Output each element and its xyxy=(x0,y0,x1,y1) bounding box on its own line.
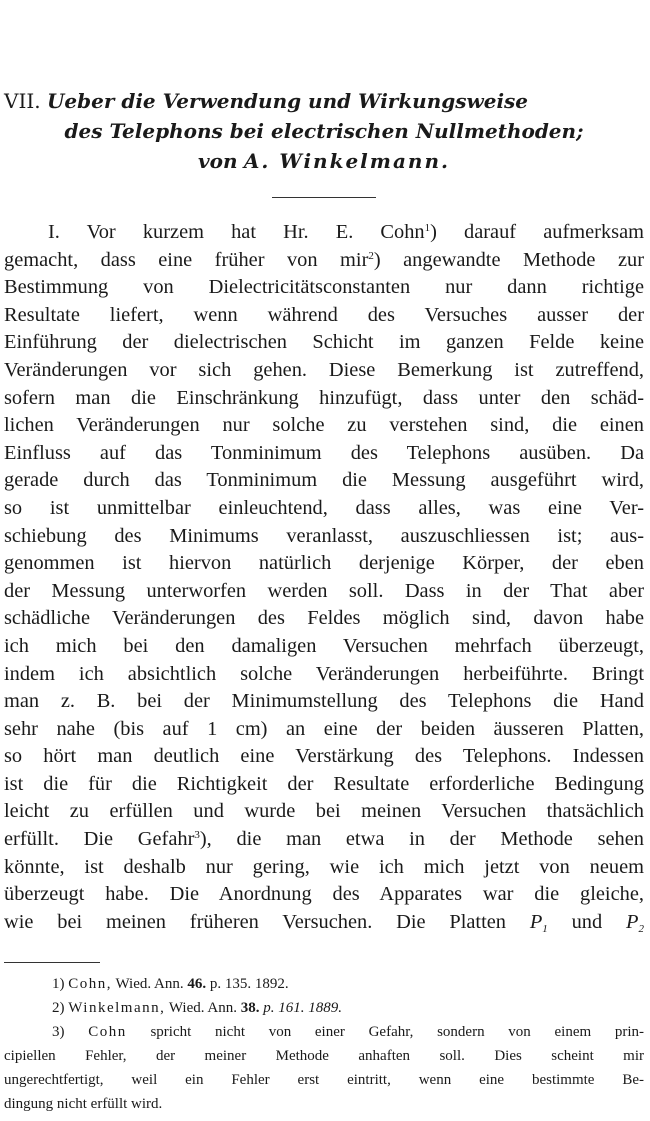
body-line: sehr nahe (bis auf 1 cm) an eine der beiden äusseren Platten, xyxy=(4,717,644,740)
footnote-3-cont: ungerechtfertigt, weil ein Fehler erst eintritt, wenn eine bestimmte Be- xyxy=(4,1072,644,1088)
footnotes xyxy=(4,972,644,1116)
footnote-3: 3) Cohn spricht nicht von einer Gefahr, sondern von einem prin- xyxy=(52,1024,645,1040)
title-line-2: des Telephons bei electrischen Nullmethoden; xyxy=(64,119,584,143)
body-line: Veränderungen vor sich gehen. Diese Bemerkung ist zutreffend, xyxy=(4,358,644,381)
body-line: der Messung unterworfen werden soll. Dass in der That aber xyxy=(4,579,644,602)
title-text-1: Ueber die Verwendung und Wirkungsweise xyxy=(46,89,529,113)
body-line: I. Vor kurzem hat Hr. E. Cohn$^1$) darauf aufmerksam xyxy=(48,221,644,243)
footnote-mark: 2 xyxy=(368,249,374,262)
footnote-mark: 3 xyxy=(194,829,200,842)
footnote-2: 2) Winkelmann, Wied. Ann. 38. p. 161. 1889. xyxy=(52,1000,342,1016)
footnote-3-cont: cipiellen Fehler, der meiner Methode anhaften soll. Dies scheint mir xyxy=(4,1048,644,1064)
body-line: so ist unmittelbar einleuchtend, dass alles, was eine Ver- xyxy=(4,496,644,519)
body-line: schiebung des Minimums veranlasst, auszuschliessen ist; aus- xyxy=(4,524,644,547)
title-divider xyxy=(272,197,376,198)
body-line: Resultate liefert, wenn während des Versuches ausser der xyxy=(4,303,644,326)
author-prefix: von xyxy=(198,149,238,173)
body-line: man z. B. bei der Minimumstellung des Telephons die Hand xyxy=(4,690,644,713)
body-text xyxy=(4,219,644,936)
body-line: indem ich absichtlich solche Veränderungen herbeiführte. Bringt xyxy=(4,662,644,685)
body-line: so hört man deutlich eine Verstärkung des Telephons. Indessen xyxy=(4,745,644,768)
body-line: erfüllt. Die Gefahr$^3$), die man etwa in der Methode sehen xyxy=(4,828,644,851)
body-line: wie bei meinen früheren Versuchen. Die Platten $P_1$ und $P_2$ xyxy=(4,910,644,935)
body-line: Einfluss auf das Tonminimum des Telephons ausüben. Da xyxy=(4,441,644,464)
body-line: könnte, ist deshalb nur gering, wie ich mich jetzt von neuem xyxy=(4,855,644,878)
author-name: A. Winkelmann. xyxy=(243,149,450,173)
body-line: gerade durch das Tonminimum die Messung ausgeführt wird, xyxy=(4,469,644,492)
body-line: gemacht, dass eine früher von mir$^2$) angewandte Methode zur xyxy=(4,248,644,271)
body-line: überzeugt habe. Die Anordnung des Apparates war die gleiche, xyxy=(4,883,644,906)
title-line-3 xyxy=(4,146,644,176)
variable-p1: $P_1$ xyxy=(529,910,548,935)
body-line: ich mich bei den damaligen Versuchen mehrfach überzeugt, xyxy=(4,634,644,657)
body-line: Bestimmung von Dielectricitätsconstanten nur dann richtige xyxy=(4,276,644,299)
body-line: sofern man die Einschränkung hinzufügt, dass unter den schäd- xyxy=(4,386,644,409)
article-title xyxy=(4,86,644,176)
variable-p2: $P_2$ xyxy=(626,910,644,935)
footnote-1: 1) Cohn, Wied. Ann. 46. p. 135. 1892. xyxy=(52,976,289,992)
title-line-1 xyxy=(4,86,644,116)
body-line: leicht zu erfüllen und wurde bei meinen Versuchen thatsächlich xyxy=(4,800,644,823)
body-line: genommen ist hiervon natürlich derjenige Körper, der eben xyxy=(4,552,644,575)
footnote-mark: 1 xyxy=(424,222,431,234)
body-line: Einführung der dielectrischen Schicht im ganzen Felde keine xyxy=(4,331,644,354)
footnote-3-cont: dingung nicht erfüllt wird. xyxy=(4,1096,163,1112)
body-line: schädliche Veränderungen des Feldes möglich sind, davon habe xyxy=(4,607,644,630)
body-line: lichen Veränderungen nur solche zu verstehen sind, die einen xyxy=(4,414,644,437)
body-line: ist die für die Richtigkeit der Resultate erforderliche Bedingung xyxy=(4,772,644,795)
footnote-divider xyxy=(4,962,100,963)
section-number: VII. xyxy=(4,89,41,113)
